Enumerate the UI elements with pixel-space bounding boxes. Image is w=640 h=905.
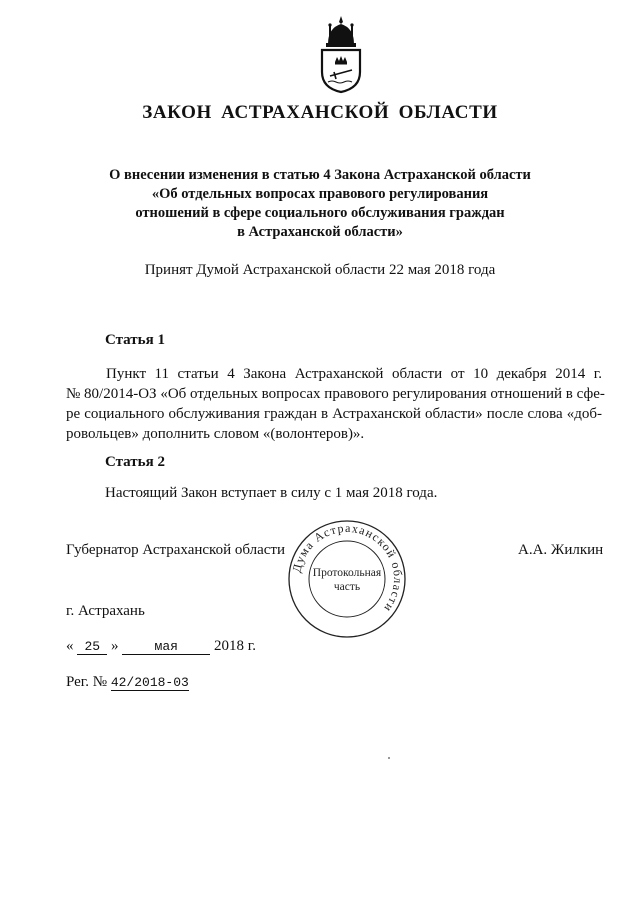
place-of-signing: г. Астрахань	[66, 603, 145, 619]
official-stamp	[284, 516, 410, 642]
article-1-body	[66, 364, 605, 444]
registration-number: 42/2018-03	[110, 675, 189, 690]
registration-number-row	[66, 674, 189, 691]
signing-date	[66, 638, 256, 655]
stamp-center-line: Протокольная	[312, 567, 382, 579]
date-month: мая	[122, 639, 210, 655]
date-open-quote: «	[66, 638, 74, 654]
date-year: 2018 г.	[214, 638, 256, 654]
article-2-body: Настоящий Закон вступает в силу с 1 мая 2018 года.	[105, 485, 438, 501]
law-subtitle	[60, 166, 580, 242]
article-1-line: Пункт 11 статьи 4 Закона Астраханской области от 10 декабря 2014 г.	[106, 366, 602, 382]
subtitle-line: отношений в сфере социального обслуживания граждан	[135, 205, 505, 221]
law-title: ЗАКОН АСТРАХАНСКОЙ ОБЛАСТИ	[142, 102, 498, 123]
stamp-ring-text: Дума Астраханской области	[289, 520, 406, 616]
article-2-heading: Статья 2	[105, 454, 165, 470]
subtitle-line: «Об отдельных вопросах правового регулирования	[151, 186, 489, 202]
article-1-line: ре социального обслуживания граждан в Астраханской области» после слова «доб-	[66, 406, 602, 422]
article-1-heading: Статья 1	[105, 332, 165, 348]
registration-label: Рег. №	[66, 674, 108, 690]
date-day: 25	[77, 639, 107, 655]
scan-speck	[388, 757, 390, 759]
subtitle-line: О внесении изменения в статью 4 Закона Астраханской области	[109, 167, 531, 183]
signatory-position: Губернатор Астраханской области	[66, 542, 286, 558]
article-1-line: ровольцев» дополнить словом «(волонтеров)».	[66, 426, 365, 442]
subtitle-line: в Астраханской области»	[237, 224, 403, 240]
date-close-quote: »	[111, 638, 119, 654]
adoption-statement: Принят Думой Астраханской области 22 мая 2018 года	[144, 262, 496, 278]
stamp-center-line: часть	[333, 581, 361, 593]
signatory-name: А.А. Жилкин	[518, 542, 604, 558]
coat-of-arms-icon	[316, 14, 366, 94]
article-1-line: № 80/2014-ОЗ «Об отдельных вопросах правового регулирования отношений в сфе-	[66, 386, 605, 402]
